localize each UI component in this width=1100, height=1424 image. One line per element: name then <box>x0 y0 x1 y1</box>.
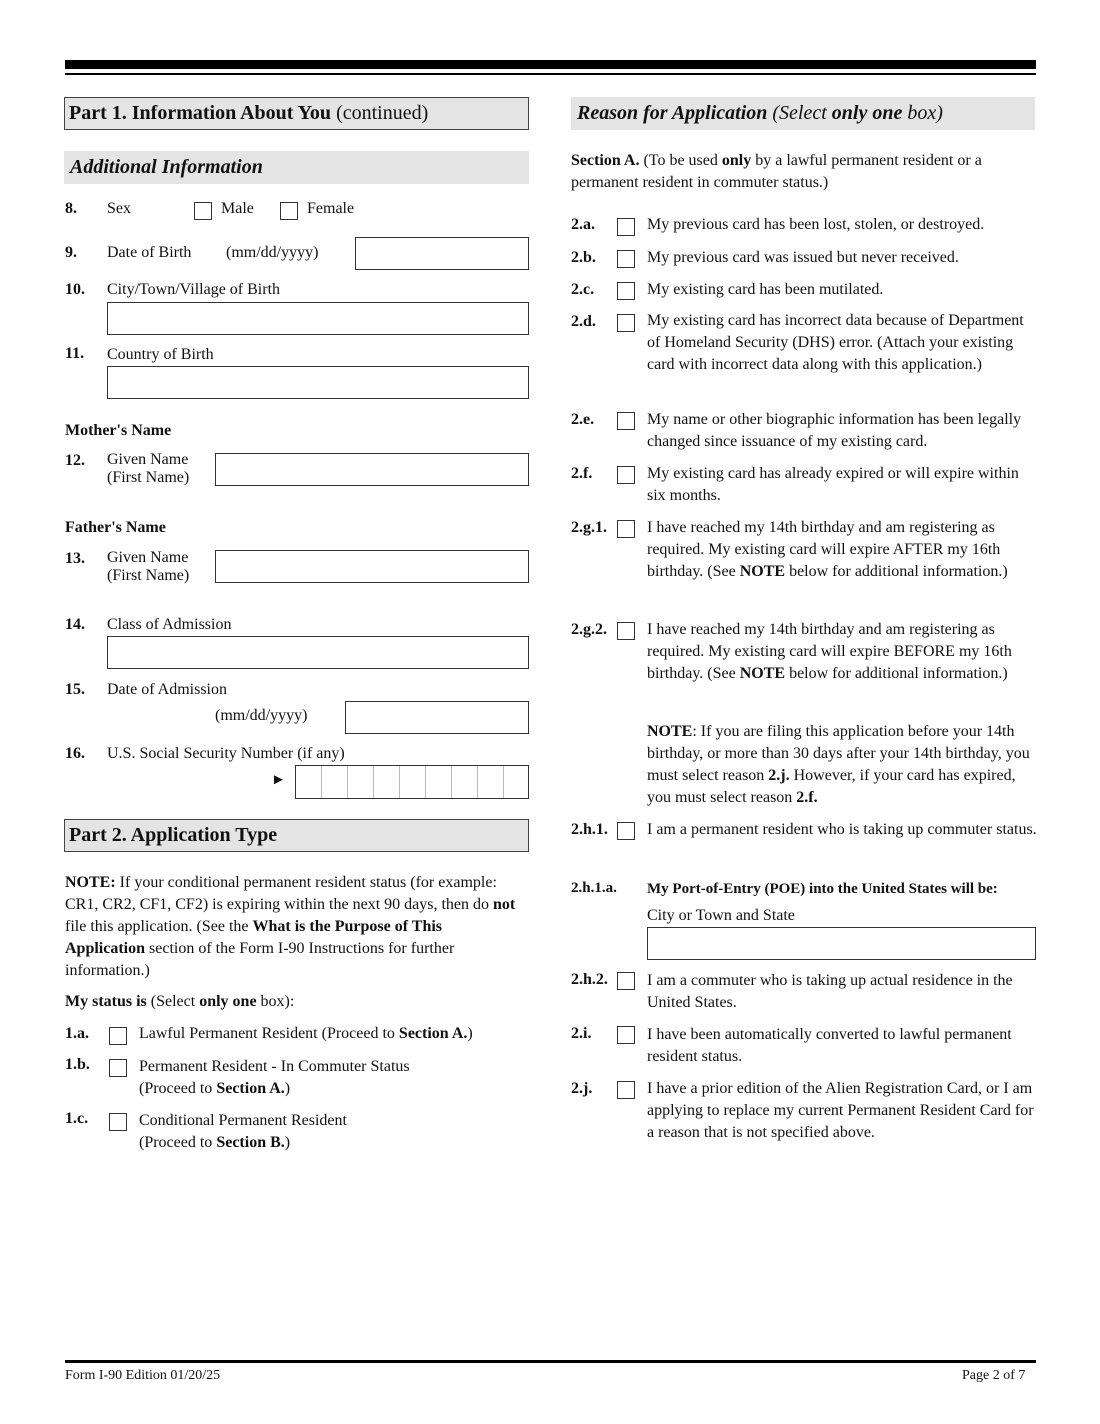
reason-2b-text: My previous card was issued but never received. <box>647 249 959 266</box>
part2-note-section: What is the Purpose of This Application <box>65 918 443 957</box>
q12-number: 12. <box>65 452 85 469</box>
q14-number: 14. <box>65 616 85 633</box>
reason-2g1-text2: below for additional information.) <box>785 563 1008 580</box>
reason-2j-text: I have a prior edition of the Alien Registration Card, or I am applying to replace my current Permanent Resident Card for a reason that is not specified above. <box>647 1080 1034 1141</box>
male-label: Male <box>221 200 254 217</box>
reason-note-ref1: 2.j. <box>768 767 790 784</box>
reason-2h1-text: I am a permanent resident who is taking up commuter status. <box>647 821 1037 838</box>
father-given-name-line2: (First Name) <box>107 567 190 584</box>
my-status-text1: (Select <box>146 993 200 1010</box>
section-a-label: Section A. <box>571 152 640 169</box>
part2-title: Part 2. Application Type <box>69 824 278 846</box>
option-1a-checkbox[interactable] <box>109 1027 127 1045</box>
reason-2h2-checkbox[interactable] <box>617 972 635 990</box>
option-1a-bold: Section A. <box>398 1025 468 1042</box>
reason-2j-number: 2.j. <box>571 1080 593 1097</box>
dob-hint: (mm/dd/yyyy) <box>226 244 319 261</box>
footer-form-edition: Form I-90 Edition 01/20/25 <box>65 1368 221 1383</box>
part1-title: Part 1. Information About You <box>69 102 332 124</box>
sex-label: Sex <box>107 200 131 217</box>
reason-2b-number: 2.b. <box>571 249 596 266</box>
part2-note-not: not <box>493 896 516 913</box>
city-of-birth-input[interactable] <box>107 302 529 335</box>
q10-number: 10. <box>65 281 85 298</box>
reason-2f-number: 2.f. <box>571 465 593 482</box>
option-1b-number: 1.b. <box>65 1056 90 1073</box>
reason-2c-checkbox[interactable] <box>617 282 635 300</box>
reason-2b-checkbox[interactable] <box>617 250 635 268</box>
date-of-admission-label: Date of Admission <box>107 681 227 698</box>
q16-number: 16. <box>65 745 85 762</box>
additional-info-heading: Additional Information <box>64 151 529 184</box>
male-checkbox[interactable] <box>194 202 212 220</box>
reason-2c-text: My existing card has been mutilated. <box>647 281 884 298</box>
fathers-name-heading: Father's Name <box>65 519 166 536</box>
arrow-icon: ► <box>271 772 286 788</box>
reason-2a-checkbox[interactable] <box>617 218 635 236</box>
option-1a-end: ) <box>467 1025 473 1042</box>
reason-2g1-checkbox[interactable] <box>617 520 635 538</box>
reason-2c-number: 2.c. <box>571 281 595 298</box>
reason-2g1-number: 2.g.1. <box>571 519 607 536</box>
reason-note-text1: : If you are filing this application before your 14th birthday, or more than 30 days after your 14th birthday, you must select reason <box>647 723 1030 784</box>
part1-header <box>64 97 529 130</box>
option-1b-label <box>139 1056 410 1100</box>
ssn-label: U.S. Social Security Number (if any) <box>107 745 345 762</box>
section-a-intro <box>571 150 1033 194</box>
reason-2e-number: 2.e. <box>571 411 595 428</box>
reason-2g1-text <box>647 517 1037 583</box>
reason-2d-number: 2.d. <box>571 313 596 330</box>
mother-given-name-input[interactable] <box>215 453 529 486</box>
reason-note-label: NOTE <box>647 723 693 740</box>
section-a-only: only <box>721 152 752 169</box>
reason-2d-text: My existing card has incorrect data because of Department of Homeland Security (DHS) error. (Attach your existing card with incorrect data along with this application.) <box>647 312 1024 373</box>
reason-2g2-checkbox[interactable] <box>617 622 635 640</box>
section-a-text2: by a lawful permanent resident or a permanent resident in commuter status.) <box>571 152 982 191</box>
reason-2g2-note: NOTE <box>739 665 786 682</box>
q9-number: 9. <box>65 244 77 261</box>
reason-2g2-text <box>647 619 1037 685</box>
reason-2h2-text: I am a commuter who is taking up actual residence in the United States. <box>647 972 1013 1011</box>
reason-2f-text: My existing card has already expired or will expire within six months. <box>647 465 1019 504</box>
reason-2i-number: 2.i. <box>571 1025 592 1042</box>
poe-label: My Port-of-Entry (POE) into the United States will be: <box>647 881 998 897</box>
option-1b-bold: Section A. <box>216 1080 285 1097</box>
reason-2g2-number: 2.g.2. <box>571 621 607 638</box>
option-1a-label <box>139 1023 473 1045</box>
option-1b-text: (Proceed to <box>139 1080 217 1097</box>
option-1b-line1: Permanent Resident - In Commuter Status <box>139 1058 410 1075</box>
mother-given-name-label <box>107 451 189 487</box>
female-label: Female <box>307 200 355 217</box>
reason-2a-text: My previous card has been lost, stolen, or destroyed. <box>647 216 985 233</box>
part2-note-text1: If your conditional permanent resident status (for example: CR1, CR2, CF1, CF2) is expiring within the next 90 days, then do <box>65 874 497 913</box>
part1-title-continued: (continued) <box>331 102 429 124</box>
reason-2h2-number: 2.h.2. <box>571 971 608 988</box>
reason-2g1-note: NOTE <box>739 563 786 580</box>
reason-2h1-number: 2.h.1. <box>571 821 608 838</box>
poe-sub-label: City or Town and State <box>647 907 795 924</box>
q13-number: 13. <box>65 550 85 567</box>
my-status-bold: My status is <box>65 993 147 1010</box>
mother-given-name-line2: (First Name) <box>107 469 190 486</box>
part2-note-text3: section of the Form I-90 Instructions for further information.) <box>65 940 455 979</box>
reason-title-select: (Select <box>772 102 832 124</box>
father-given-name-label <box>107 549 189 585</box>
option-1c-text: (Proceed to <box>139 1134 217 1151</box>
part2-note <box>65 872 523 982</box>
my-status-only: only one <box>199 993 257 1010</box>
class-of-admission-label: Class of Admission <box>107 616 232 633</box>
father-given-name-input[interactable] <box>215 550 529 583</box>
poe-number: 2.h.1.a. <box>571 880 617 896</box>
option-1c-end: ) <box>284 1134 291 1151</box>
reason-2f-checkbox[interactable] <box>617 466 635 484</box>
part2-note-label: NOTE: <box>65 874 116 891</box>
reason-2e-text: My name or other biographic information has been legally changed since issuance of my existing card. <box>647 411 1022 450</box>
section-a-text1: (To be used <box>639 152 722 169</box>
country-of-birth-label: Country of Birth <box>107 346 214 363</box>
footer-rule <box>65 1360 1036 1363</box>
reason-2e-checkbox[interactable] <box>617 412 635 430</box>
reason-2g2-text1: I have reached my 14th birthday and am registering as required. My existing card will expire BEFORE my 16th birthday. (See <box>647 621 1012 682</box>
option-1c-label <box>139 1110 347 1154</box>
option-1a-number: 1.a. <box>65 1025 89 1042</box>
class-of-admission-input[interactable] <box>107 636 529 669</box>
reason-note <box>647 721 1037 809</box>
dob-input[interactable] <box>355 237 529 270</box>
reason-2d-checkbox[interactable] <box>617 314 635 332</box>
option-1a-text: Lawful Permanent Resident (Proceed to <box>139 1025 399 1042</box>
date-of-admission-input[interactable] <box>345 701 529 734</box>
q11-number: 11. <box>65 345 85 362</box>
reason-title-box: box) <box>902 102 943 124</box>
reason-note-ref2: 2.f. <box>796 789 818 806</box>
reason-note-text2: However, if your card has expired, you must select reason <box>647 767 1016 806</box>
option-1c-bold: Section B. <box>216 1134 285 1151</box>
option-1c-checkbox[interactable] <box>109 1113 127 1131</box>
city-of-birth-label: City/Town/Village of Birth <box>107 281 281 298</box>
reason-header <box>571 97 1035 130</box>
reason-2a-number: 2.a. <box>571 216 595 233</box>
footer-page-number: Page 2 of 7 <box>962 1368 1026 1383</box>
date-of-admission-hint: (mm/dd/yyyy) <box>215 707 308 724</box>
my-status-text2: box): <box>256 993 295 1010</box>
reason-2g2-text2: below for additional information.) <box>785 665 1008 682</box>
ssn-input[interactable] <box>295 765 529 799</box>
option-1b-end: ) <box>284 1080 291 1097</box>
q15-number: 15. <box>65 681 85 698</box>
option-1b-checkbox[interactable] <box>109 1059 127 1077</box>
q8-number: 8. <box>65 200 77 217</box>
father-given-name-line1: Given Name <box>107 549 189 566</box>
reason-title: Reason for Application <box>577 102 773 124</box>
option-1c-number: 1.c. <box>65 1110 89 1127</box>
option-1c-line1: Conditional Permanent Resident <box>139 1112 347 1129</box>
reason-title-only: only one <box>831 102 903 124</box>
header-rule-thin <box>65 73 1036 75</box>
reason-2h1-checkbox[interactable] <box>617 822 635 840</box>
dob-label: Date of Birth <box>107 244 192 261</box>
part2-header <box>64 819 529 852</box>
reason-2i-text: I have been automatically converted to lawful permanent resident status. <box>647 1026 1012 1065</box>
my-status-prompt <box>65 991 294 1013</box>
poe-input[interactable] <box>647 927 1036 960</box>
mother-given-name-line1: Given Name <box>107 451 189 468</box>
country-of-birth-input[interactable] <box>107 366 529 399</box>
reason-2i-checkbox[interactable] <box>617 1026 635 1044</box>
female-checkbox[interactable] <box>280 202 298 220</box>
header-rule-thick <box>65 60 1036 69</box>
reason-2j-checkbox[interactable] <box>617 1081 635 1099</box>
reason-2g1-text1: I have reached my 14th birthday and am registering as required. My existing card will expire AFTER my 16th birthday. (See <box>647 519 1001 580</box>
mothers-name-heading: Mother's Name <box>65 422 172 439</box>
part2-note-text2: file this application. (See the <box>65 918 253 935</box>
